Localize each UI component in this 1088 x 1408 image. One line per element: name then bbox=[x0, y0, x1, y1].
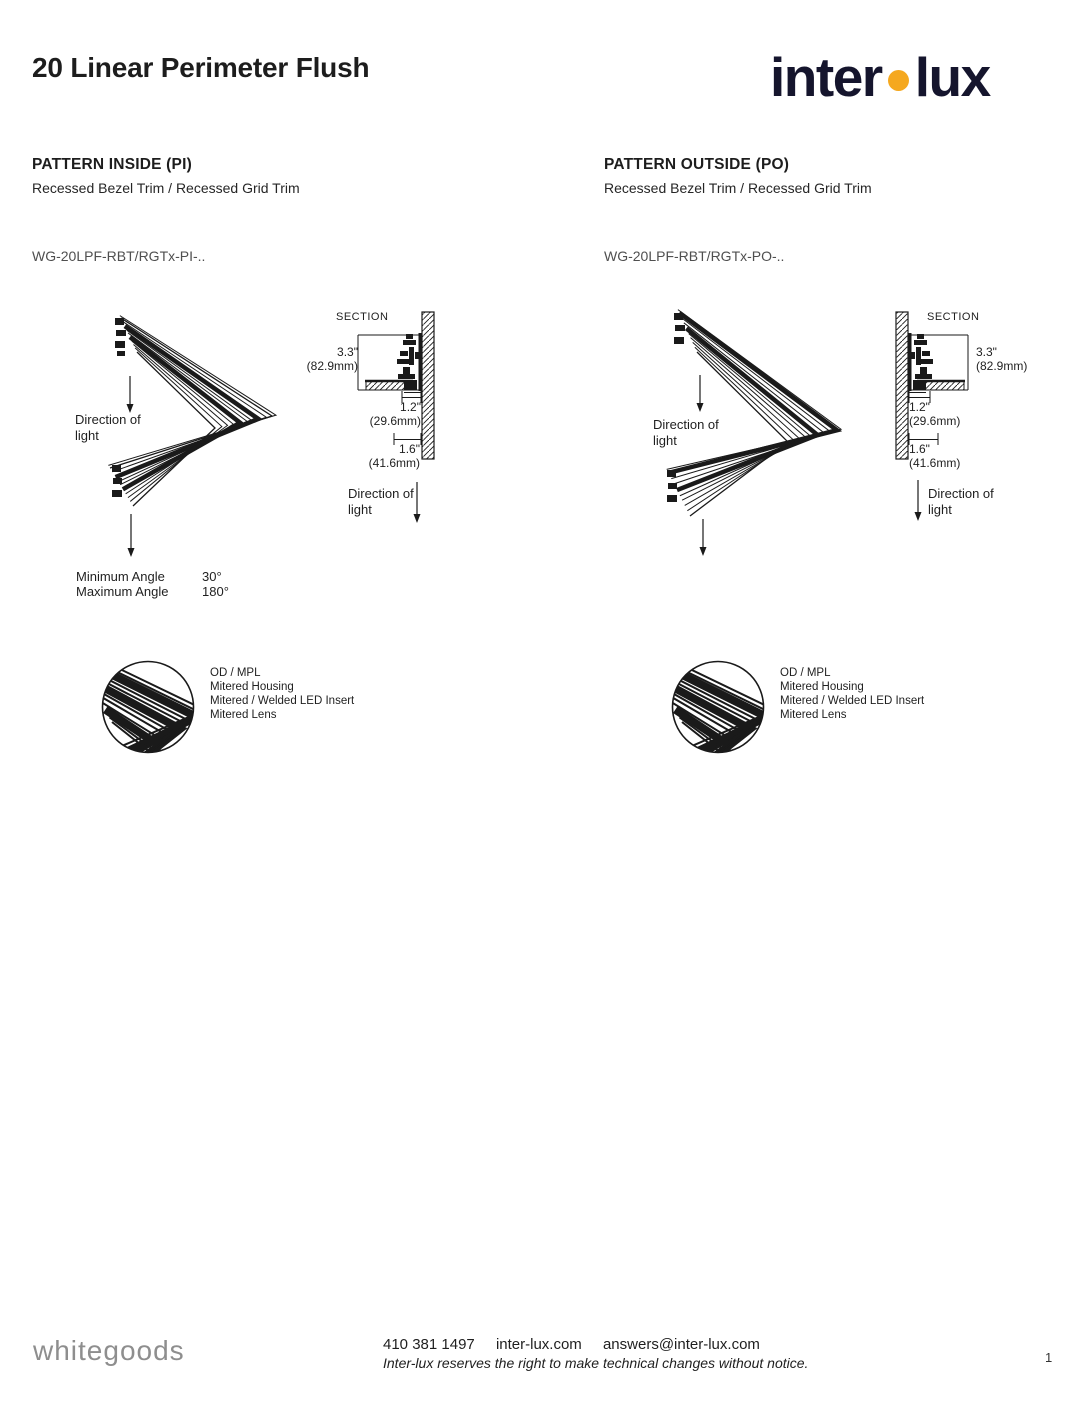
direction-of-light-label: Direction of light bbox=[653, 417, 719, 448]
dim-height-right: 3.3" (82.9mm) bbox=[976, 345, 1028, 373]
footer-disclaimer: Inter-lux reserves the right to make technical changes without notice. bbox=[383, 1355, 809, 1371]
detail-note-line: Mitered Lens bbox=[780, 708, 847, 721]
left-column-subheading: Recessed Bezel Trim / Recessed Grid Trim bbox=[32, 180, 300, 196]
dim-depth1-left: 1.2" (29.6mm) bbox=[369, 400, 421, 428]
right-column-subheading: Recessed Bezel Trim / Recessed Grid Trim bbox=[604, 180, 872, 196]
isometric-corner-drawing-left bbox=[108, 316, 276, 506]
left-column-heading: PATTERN INSIDE (PI) bbox=[32, 156, 192, 173]
detail-note-line: Mitered Housing bbox=[210, 680, 294, 693]
footer-phone: 410 381 1497 bbox=[383, 1336, 475, 1353]
logo-text-right: lux bbox=[914, 46, 990, 108]
direction-of-light-label: Direction of light bbox=[75, 412, 141, 443]
right-column-heading: PATTERN OUTSIDE (PO) bbox=[604, 156, 790, 173]
detail-note-line: Mitered / Welded LED Insert bbox=[210, 694, 355, 707]
direction-of-light-label: Direction of light bbox=[928, 486, 994, 517]
footer-brand: whitegoods bbox=[33, 1335, 185, 1366]
isometric-corner-drawing-right bbox=[667, 310, 841, 516]
isometric-endcaps-right bbox=[667, 313, 685, 502]
footer-email: answers@inter-lux.com bbox=[602, 1336, 760, 1353]
min-angle-value: 30° bbox=[202, 569, 222, 584]
section-label: SECTION bbox=[336, 311, 389, 323]
max-angle-row: Maximum Angle 180° bbox=[76, 584, 229, 599]
page-number: 1 bbox=[1045, 1350, 1053, 1365]
footer-contact bbox=[383, 1336, 777, 1353]
detail-note-line: OD / MPL bbox=[780, 667, 831, 679]
detail-note-line: Mitered Housing bbox=[780, 680, 864, 693]
isometric-endcaps-left bbox=[112, 318, 126, 497]
left-part-number: WG-20LPF-RBT/RGTx-PI-.. bbox=[32, 248, 206, 264]
dim-depth1-right: 1.2" (29.6mm) bbox=[909, 400, 961, 428]
direction-of-light-label: Direction of light bbox=[348, 486, 414, 517]
detail-note-left bbox=[210, 667, 354, 723]
detail-note-line: Mitered / Welded LED Insert bbox=[780, 694, 925, 707]
min-angle-row: Minimum Angle 30° bbox=[76, 569, 222, 584]
detail-note-line: Mitered Lens bbox=[210, 708, 277, 721]
section-label: SECTION bbox=[927, 311, 980, 323]
detail-note-right bbox=[780, 667, 924, 723]
footer-website: inter-lux.com bbox=[495, 1336, 582, 1353]
logo-dot-icon bbox=[888, 70, 909, 91]
dim-depth2-left: 1.6" (41.6mm) bbox=[368, 442, 420, 470]
page-title: 20 Linear Perimeter Flush bbox=[32, 52, 370, 83]
dim-depth2-right: 1.6" (41.6mm) bbox=[909, 442, 961, 470]
dim-height-left: 3.3" (82.9mm) bbox=[306, 345, 358, 373]
logo-text-left: inter bbox=[770, 46, 882, 108]
brand-logo bbox=[770, 46, 990, 108]
max-angle-value: 180° bbox=[202, 584, 229, 599]
detail-note-line: OD / MPL bbox=[210, 667, 261, 679]
right-part-number: WG-20LPF-RBT/RGTx-PO-.. bbox=[604, 248, 785, 264]
